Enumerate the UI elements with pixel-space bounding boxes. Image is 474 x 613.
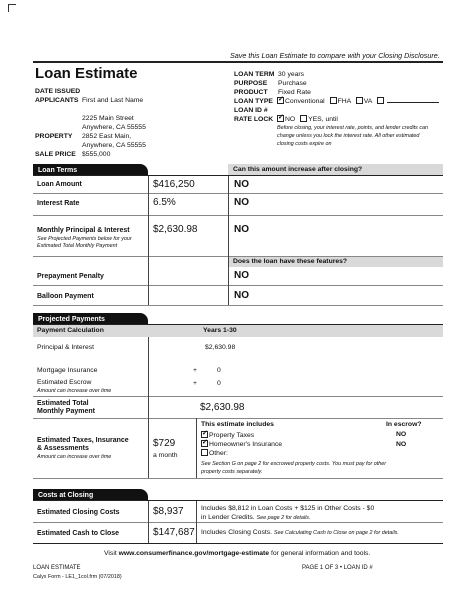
projected-col-divider xyxy=(148,337,149,478)
fha-label: FHA xyxy=(337,98,351,105)
projected-col-divider-2 xyxy=(196,418,197,478)
applicants-label: APPLICANTS xyxy=(35,97,79,104)
closing-costs-detail-1: Includes $8,812 in Loan Costs + $125 in Other Costs - $0 xyxy=(201,505,375,512)
payment-calc-label: Payment Calculation xyxy=(37,327,104,334)
rate-lock-note-2: change unless you lock the interest rate. All other estimated xyxy=(277,133,420,139)
rate-lock-options xyxy=(277,115,338,123)
applicants-value: First and Last Name xyxy=(82,97,144,104)
date-issued-label: DATE ISSUED xyxy=(35,88,81,95)
mortgage-insurance-value: 0 xyxy=(217,367,221,374)
taxes-period: a month xyxy=(153,452,178,459)
balloon-payment-answer: NO xyxy=(234,290,249,301)
cash-to-close-detail-note: See Calculating Cash to Close on page 2 for details. xyxy=(273,530,399,536)
homeowners-insurance-checkbox[interactable] xyxy=(201,440,208,447)
costs-at-closing-tab: Costs at Closing xyxy=(33,489,148,501)
principal-interest-label: Principal & Interest xyxy=(37,344,95,351)
taxes-sub: Amount can increase over time xyxy=(37,454,112,460)
other-loan-type-checkbox[interactable] xyxy=(377,97,384,104)
sale-price-value: $555,000 xyxy=(82,151,111,158)
corner-mark xyxy=(8,4,16,12)
divider xyxy=(33,418,443,419)
divider xyxy=(33,543,443,544)
mortgage-insurance-sign: + xyxy=(193,367,197,374)
sale-price-label: SALE PRICE xyxy=(35,151,76,158)
rate-lock-note-1: Before closing, your interest rate, points, and lender credits can xyxy=(277,125,429,131)
features-header: Does the loan have these features? xyxy=(233,258,348,265)
other-label: Other: xyxy=(209,450,228,457)
loan-terms-question-header: Can this amount increase after closing? xyxy=(233,166,363,173)
estimated-escrow-sub: Amount can increase over time xyxy=(37,388,112,394)
footer-visit-prefix: Visit xyxy=(104,550,117,557)
divider xyxy=(33,193,443,194)
header-rule xyxy=(33,61,443,63)
cash-to-close-detail-text: Includes Closing Costs. xyxy=(201,529,273,536)
product-label: PRODUCT xyxy=(234,89,268,96)
divider xyxy=(33,215,443,216)
loan-type-label: LOAN TYPE xyxy=(234,98,273,105)
rate-lock-yes-label: YES, until xyxy=(308,116,338,123)
homeowners-insurance-escrow: NO xyxy=(396,441,407,448)
divider xyxy=(33,256,443,257)
estimated-total-value: $2,630.98 xyxy=(200,402,245,413)
taxes-label-2: & Assessments xyxy=(37,445,89,452)
projected-payments-tab: Projected Payments xyxy=(33,313,148,325)
estimated-escrow-value: 0 xyxy=(217,380,221,387)
footer-visit xyxy=(104,550,370,557)
purpose-label: PURPOSE xyxy=(234,80,268,87)
in-escrow-header: In escrow? xyxy=(386,421,422,428)
prepayment-penalty-label: Prepayment Penalty xyxy=(37,273,104,280)
estimated-total-label-1: Estimated Total xyxy=(37,400,89,407)
cash-to-close-value: $147,687 xyxy=(153,527,195,538)
divider xyxy=(33,478,443,479)
loan-type-options xyxy=(277,97,439,105)
property-line2: Anywhere, CA 55555 xyxy=(82,142,146,149)
loan-terms-rule xyxy=(33,175,443,176)
closing-costs-detail-2-text: in Lender Credits. xyxy=(201,514,255,521)
taxes-label-1: Estimated Taxes, Insurance xyxy=(37,437,129,444)
homeowners-insurance-label: Homeowner's Insurance xyxy=(209,441,283,448)
interest-rate-label: Interest Rate xyxy=(37,200,80,207)
loan-term-label: LOAN TERM xyxy=(234,71,275,78)
loan-term-value: 30 years xyxy=(278,71,305,78)
principal-interest-value: $2,630.98 xyxy=(205,344,236,351)
other-checkbox[interactable] xyxy=(201,449,208,456)
closing-costs-detail-2 xyxy=(201,514,311,521)
balloon-payment-label: Balloon Payment xyxy=(37,293,94,300)
includes-note-2: property costs separately. xyxy=(201,469,263,475)
property-taxes-checkbox[interactable] xyxy=(201,431,208,438)
includes-note-1: See Section G on page 2 for escrowed property costs. You must pay for other xyxy=(201,461,387,467)
property-line1: 2852 East Main, xyxy=(82,133,132,140)
property-taxes-label: Property Taxes xyxy=(209,432,255,439)
closing-costs-value: $8,937 xyxy=(153,506,184,517)
loan-amount-answer: NO xyxy=(234,179,249,190)
page-title: Loan Estimate xyxy=(35,65,138,82)
interest-rate-answer: NO xyxy=(234,197,249,208)
divider xyxy=(33,396,443,397)
cash-to-close-label: Estimated Cash to Close xyxy=(37,530,120,537)
conventional-checkbox[interactable] xyxy=(277,97,284,104)
costs-col-divider xyxy=(148,501,149,543)
include-homeowners-insurance xyxy=(201,440,282,448)
monthly-pi-sub-2: Estimated Total Monthly Payment xyxy=(37,243,118,249)
loan-terms-col-divider xyxy=(148,176,149,305)
purpose-value: Purchase xyxy=(278,80,307,87)
rate-lock-no-checkbox[interactable] xyxy=(277,115,284,122)
estimated-escrow-sign: + xyxy=(193,380,197,387)
rate-lock-label: RATE LOCK xyxy=(234,116,274,123)
estimated-total-label-2: Monthly Payment xyxy=(37,408,95,415)
conventional-label: Conventional xyxy=(285,98,325,105)
interest-rate-value: 6.5% xyxy=(153,197,176,208)
va-label: VA xyxy=(363,98,372,105)
divider xyxy=(33,522,443,523)
monthly-pi-sub-1: See Projected Payments below for your xyxy=(37,236,132,242)
estimated-escrow-label: Estimated Escrow xyxy=(37,379,92,386)
va-checkbox[interactable] xyxy=(356,97,363,104)
footer-visit-link[interactable]: www.consumerfinance.gov/mortgage-estimate xyxy=(118,550,270,557)
loan-id-label: LOAN ID # xyxy=(234,107,268,114)
other-loan-type-field[interactable] xyxy=(387,97,439,103)
mortgage-insurance-label: Mortgage Insurance xyxy=(37,367,98,374)
closing-costs-label: Estimated Closing Costs xyxy=(37,509,120,516)
footer-form-code: Calyx Form - LE1_1col.frm (07/2018) xyxy=(33,574,122,580)
divider xyxy=(33,285,443,286)
property-taxes-escrow: NO xyxy=(396,431,407,438)
loan-terms-col-divider-2 xyxy=(228,176,229,305)
product-value: Fixed Rate xyxy=(278,89,311,96)
includes-header: This estimate includes xyxy=(201,421,274,428)
prepayment-penalty-answer: NO xyxy=(234,270,249,281)
property-label: PROPERTY xyxy=(35,133,73,140)
top-note: Save this Loan Estimate to compare with your Closing Disclosure. xyxy=(230,51,440,60)
divider xyxy=(33,305,443,306)
monthly-pi-label: Monthly Principal & Interest xyxy=(37,227,130,234)
applicant-address-line2: Anywhere, CA 55555 xyxy=(82,124,146,131)
monthly-pi-answer: NO xyxy=(234,224,249,235)
taxes-value: $729 xyxy=(153,438,176,449)
closing-costs-detail-2-note: See page 2 for details. xyxy=(256,515,311,521)
rate-lock-note-3: closing costs expire on xyxy=(277,141,332,147)
include-other xyxy=(201,449,228,457)
rate-lock-no-label: NO xyxy=(285,116,296,123)
cash-to-close-detail xyxy=(201,529,399,536)
footer-visit-suffix: for general information and tools. xyxy=(270,550,371,557)
years-label: Years 1-30 xyxy=(203,327,237,334)
loan-amount-value: $416,250 xyxy=(153,179,195,190)
rate-lock-yes-checkbox[interactable] xyxy=(300,115,307,122)
loan-amount-label: Loan Amount xyxy=(37,181,82,188)
loan-terms-tab: Loan Terms xyxy=(33,164,148,176)
footer-form-name: LOAN ESTIMATE xyxy=(33,565,81,571)
costs-rule xyxy=(33,500,443,501)
footer-page-info: PAGE 1 OF 3 • LOAN ID # xyxy=(302,565,373,571)
monthly-pi-value: $2,630.98 xyxy=(153,224,198,235)
costs-col-divider-2 xyxy=(196,501,197,543)
fha-checkbox[interactable] xyxy=(330,97,337,104)
include-property-taxes xyxy=(201,431,254,439)
applicant-address-line1: 2225 Main Street xyxy=(82,115,134,122)
